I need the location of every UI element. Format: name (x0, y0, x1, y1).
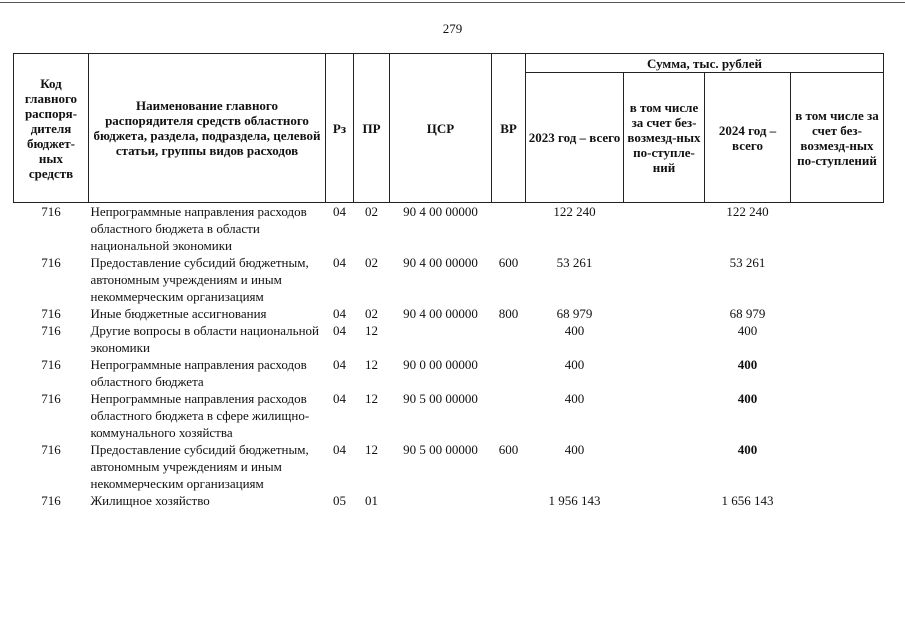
name-cell: Непрограммные направления расходов областного бюджета в области национальной экономики (90, 204, 307, 253)
csr-cell: 90 5 00 00000 (403, 391, 478, 406)
csr-cell (390, 492, 492, 509)
incl-2024-cell (791, 254, 884, 305)
table-row (14, 390, 884, 441)
sum-2023-cell: 68 979 (556, 306, 593, 321)
csr-cell (390, 322, 492, 356)
table-row (14, 254, 884, 305)
pr-cell: 02 (365, 255, 378, 270)
csr-cell: 90 0 00 00000 (403, 357, 478, 372)
name-cell: Непрограммные направления расходов областного бюджета (90, 357, 307, 389)
table-row (14, 356, 884, 390)
incl-2023-cell (624, 390, 705, 441)
vr-cell (492, 356, 526, 390)
pr-cell: 12 (365, 357, 378, 372)
code-cell: 716 (41, 493, 61, 508)
pr-cell: 02 (365, 306, 378, 321)
sum-2024-cell: 122 240 (726, 204, 769, 219)
name-cell: Предоставление субсидий бюджетным, автономным учреждениям и иным некоммерческим организациям (90, 255, 309, 304)
pr-cell: 12 (365, 391, 378, 406)
rz-cell: 04 (333, 391, 346, 406)
page-number: 279 (442, 21, 463, 36)
table-header (14, 54, 884, 203)
incl-2023-cell (624, 441, 705, 492)
incl-2024-cell (791, 492, 884, 509)
code-cell: 716 (41, 357, 61, 372)
rz-cell: 04 (333, 323, 346, 338)
code-cell: 716 (41, 442, 61, 457)
code-cell: 716 (41, 255, 61, 270)
sum-2023-cell: 400 (564, 391, 585, 406)
vr-cell (492, 203, 526, 255)
header-pr: ПР (354, 54, 390, 203)
csr-cell: 90 4 00 00000 (403, 204, 478, 219)
table-row (14, 441, 884, 492)
incl-2023-cell (624, 254, 705, 305)
vr-cell (492, 322, 526, 356)
sum-2023-cell: 400 (564, 357, 585, 372)
name-cell: Другие вопросы в области национальной экономики (90, 323, 319, 355)
header-2024-incl: в том числе за счет без-возмезд-ных по-ступлений (791, 73, 884, 203)
table-row (14, 305, 884, 322)
rz-cell: 04 (333, 357, 346, 372)
pr-cell: 12 (365, 323, 378, 338)
header-sum: Сумма, тыс. рублей (526, 54, 884, 73)
incl-2024-cell (791, 356, 884, 390)
table-row (14, 203, 884, 255)
header-rz: Рз (326, 54, 354, 203)
sum-2023-cell: 122 240 (553, 204, 596, 219)
sum-2024-cell: 400 (737, 357, 758, 372)
header-2023-total: 2023 год – всего (526, 73, 624, 203)
sum-2023-cell: 400 (564, 323, 585, 338)
incl-2023-cell (624, 356, 705, 390)
name-cell: Непрограммные направления расходов областного бюджета в сфере жилищно-коммунального хозяйства (90, 391, 310, 440)
incl-2023-cell (624, 322, 705, 356)
incl-2023-cell (624, 305, 705, 322)
pr-cell: 01 (365, 493, 378, 508)
table-row (14, 322, 884, 356)
sum-2024-cell: 53 261 (729, 255, 766, 270)
rz-cell: 04 (333, 204, 346, 219)
code-cell: 716 (41, 391, 61, 406)
name-cell: Жилищное хозяйство (90, 493, 210, 508)
csr-cell: 90 5 00 00000 (403, 442, 478, 457)
sum-2023-cell: 400 (564, 442, 585, 457)
incl-2024-cell (791, 322, 884, 356)
code-cell: 716 (41, 323, 61, 338)
name-cell: Предоставление субсидий бюджетным, автономным учреждениям и иным некоммерческим организациям (90, 442, 309, 491)
rz-cell: 05 (333, 493, 346, 508)
sum-2024-cell: 400 (737, 323, 758, 338)
pr-cell: 12 (365, 442, 378, 457)
pr-cell: 02 (365, 204, 378, 219)
csr-cell: 90 4 00 00000 (403, 255, 478, 270)
vr-cell: 800 (498, 306, 519, 321)
sum-2024-cell: 1 656 143 (721, 493, 774, 508)
sum-2023-cell: 1 956 143 (548, 493, 601, 508)
sum-2024-cell: 400 (737, 391, 758, 406)
rz-cell: 04 (333, 255, 346, 270)
header-vr: ВР (492, 54, 526, 203)
header-2024-total: 2024 год – всего (705, 73, 791, 203)
sum-2024-cell: 400 (737, 442, 758, 457)
incl-2024-cell (791, 390, 884, 441)
sum-2023-cell: 53 261 (556, 255, 593, 270)
incl-2024-cell (791, 305, 884, 322)
sum-2024-cell: 68 979 (729, 306, 766, 321)
rz-cell: 04 (333, 306, 346, 321)
name-cell: Иные бюджетные ассигнования (90, 306, 267, 321)
incl-2024-cell (791, 203, 884, 255)
incl-2023-cell (624, 492, 705, 509)
vr-cell (492, 492, 526, 509)
code-cell: 716 (41, 204, 61, 219)
budget-table (13, 53, 884, 509)
rz-cell: 04 (333, 442, 346, 457)
table-body (14, 203, 884, 510)
csr-cell: 90 4 00 00000 (403, 306, 478, 321)
table-row (14, 492, 884, 509)
header-2023-incl: в том числе за счет без-возмезд-ных по-ступле-ний (624, 73, 705, 203)
header-name: Наименование главного распорядителя средств областного бюджета, раздела, подраздела, целевой статьи, группы видов расходов (89, 54, 326, 203)
header-csr: ЦСР (390, 54, 492, 203)
vr-cell: 600 (498, 255, 519, 270)
incl-2023-cell (624, 203, 705, 255)
code-cell: 716 (41, 306, 61, 321)
header-code: Код главного распоря-дителя бюджет-ных средств (14, 54, 89, 203)
vr-cell (492, 390, 526, 441)
vr-cell: 600 (498, 442, 519, 457)
top-border-line (0, 2, 905, 3)
incl-2024-cell (791, 441, 884, 492)
